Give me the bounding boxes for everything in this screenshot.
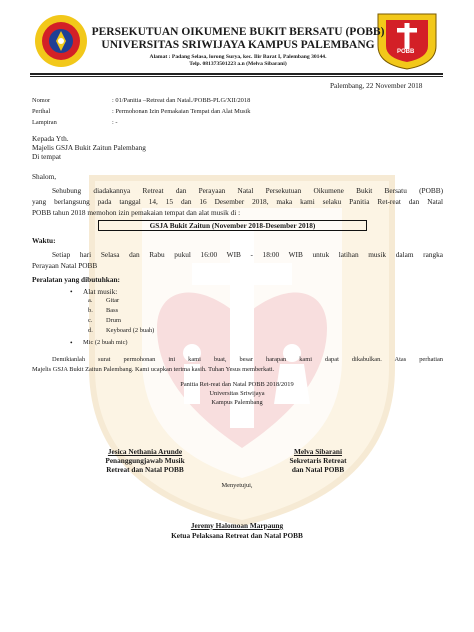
recipient-line1: Kepada Yth. [32,134,69,143]
para1-line3: POBB tahun 2018 memohon izin pemakaian tempat dan alat musik di : [32,208,241,217]
committee-line1: Panitia Ret-reat dan Natal POBB 2018/2019 [180,381,294,388]
university-name: UNIVERSITAS SRIWIJAYA KAMPUS PALEMBANG [101,39,375,51]
meta-label-lampiran: Lampiran [32,119,57,126]
equipment-sub-item: Gitar [106,297,120,304]
meta-label-perihal: Perihal [32,108,51,115]
equipment-sub-letter: b. [88,307,93,314]
venue-text: GSJA Bukit Zaitun (November 2018-Desember 2018) [149,221,316,230]
signatory-role2: dan Natal POBB [291,465,345,474]
logo-text: POBB [397,49,415,55]
signatory-role1: Penanggungjawab Musik [105,456,185,465]
equipment-sub-letter: a. [88,297,93,304]
approver-name: Jeremy Halomoan Marpaung [190,521,284,530]
address: Alamat : Padang Selasa, lorong Surya, kec. Ilir Barat I, Palembang 30144. [149,54,327,60]
signatory-name: Jesica Nethania Arunde [107,447,183,456]
para1-line2: yang berlangsung pada tanggal 14, 15 dan 16 Desember 2018, maka kami selaku Panitia Ret-reat dan Natal [32,197,443,206]
signatory-role1: Sekretaris Retreat [289,456,347,465]
waktu-label: Waktu: [32,236,56,245]
equipment-main1: Alat musik: [83,287,118,296]
date-line: Palembang, 22 November 2018 [330,81,423,90]
waktu-line2: Perayaan Natal POBB [32,261,98,270]
bullet-dot-icon: • [70,287,73,296]
para1-line1: Sehubung diadakannya Retreat dan Perayaan Natal Persekutuan Oikumene Bukit Bersatu (POBB) [52,186,443,195]
bullet-dot-icon: • [70,338,73,347]
approval-label: Menyetujui, [221,482,253,489]
equipment-sub-item: Bass [106,307,119,314]
equipment-sub-item: Drum [106,317,121,324]
closing-line1: Demikianlah surat permohonan ini kami buat, besar harapan kami dapat dikabulkan. Atas perhatian [52,356,443,363]
equipment-sub-letter: c. [88,317,93,324]
committee-line2: Universitas Sriwijaya [209,390,265,397]
equipment-sub-letter: d. [88,327,93,334]
waktu-line1: Setiap hari Selasa dan Rabu pukul 16:00 WIB - 18:00 WIB untuk latihan musik dalam rangka [52,250,443,259]
signatory-name: Melva Sibarani [293,447,343,456]
signatory-role2: Retreat dan Natal POBB [106,465,184,474]
meta-label-nomor: Nomor [32,97,51,104]
meta-value-perihal: : Permohonan Izin Pemakaian Tempat dan Alat Musik [112,108,251,115]
closing-line2: Majelis GSJA Bukit Zaitun Palembang. Kami ucapkan terima kasih. Tuhan Yesus memberkati. [32,366,275,373]
org-name: PERSEKUTUAN OIKUMENE BUKIT BERSATU (POBB) [91,26,385,38]
approver-role: Ketua Pelaksana Retreat dan Natal POBB [171,531,303,540]
meta-value-lampiran: : - [112,119,118,126]
header-rule-thick [30,73,443,75]
committee-line3: Kampus Palembang [211,399,263,406]
equipment-label: Peralatan yang dibutuhkan: [32,275,120,284]
meta-value-nomor: : 01/Panitia –Retreat dan Natal./POBB-PLG/XII/2018 [112,97,251,104]
recipient-line3: Di tempat [32,152,61,161]
header-rule-thin [30,76,443,77]
equipment-main2: Mic (2 buah mic) [83,339,128,346]
recipient-line2: Majelis GSJA Bukit Zaitun Palembang [32,143,146,152]
phone: Telp. 081373501223 a.n (Melva Sibarani) [189,61,287,67]
equipment-sub-item: Keyboard (2 buah) [106,327,155,334]
greeting: Shalom, [32,172,57,181]
university-seal-icon [34,14,88,68]
